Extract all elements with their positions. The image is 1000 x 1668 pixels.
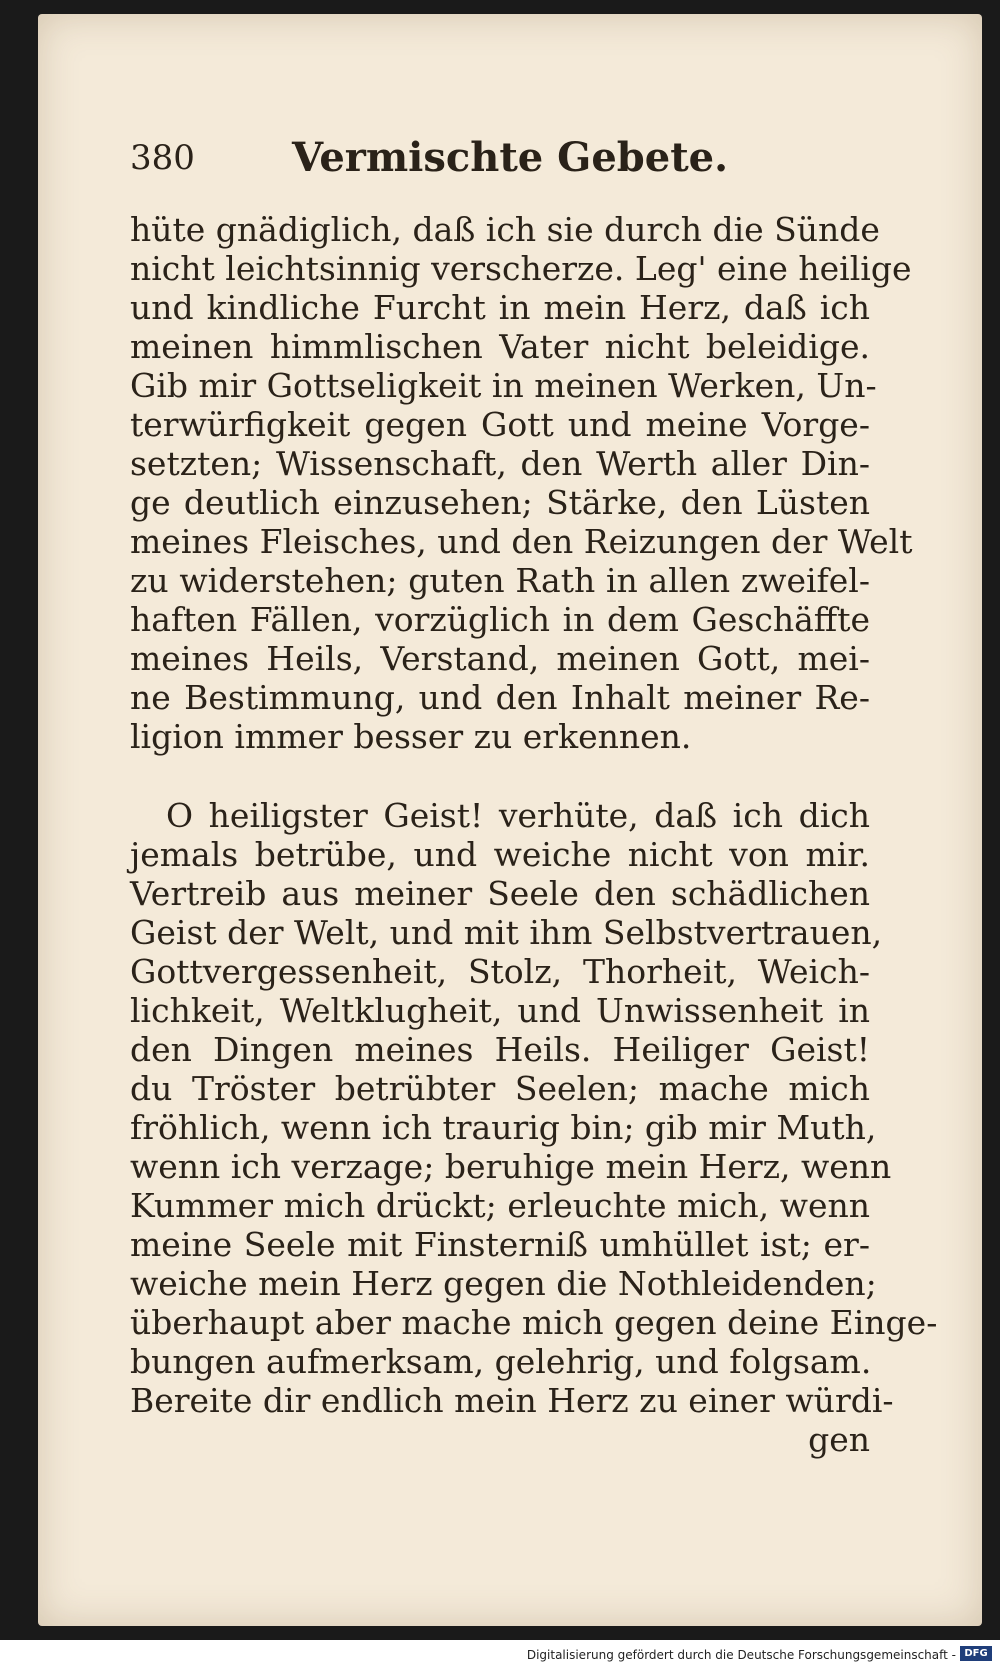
text-line: zu widerstehen; guten Rath in allen zweifel-: [130, 561, 870, 600]
body-text: [130, 210, 938, 1459]
dfg-logo-icon: DFG: [960, 1646, 992, 1661]
text-line: jemals betrübe, und weiche nicht von mir.: [130, 835, 870, 874]
text-line: Geist der Welt, und mit ihm Selbstvertrauen,: [130, 913, 883, 952]
text-line: Kummer mich drückt; erleuchte mich, wenn: [130, 1186, 870, 1225]
text-line: meine Seele mit Finsterniß umhüllet ist; er-: [130, 1225, 870, 1264]
text-line: Gottvergessenheit, Stolz, Thorheit, Weich-: [130, 952, 870, 991]
text-line: bungen aufmerksam, gelehrig, und folgsam.: [130, 1342, 872, 1381]
text-line: meines Heils, Verstand, meinen Gott, mei-: [130, 639, 870, 678]
text-line: haften Fällen, vorzüglich in dem Geschäffte: [130, 600, 870, 639]
text-line: ge deutlich einzusehen; Stärke, den Lüsten: [130, 483, 870, 522]
text-line: Bereite dir endlich mein Herz zu einer würdi-: [130, 1381, 894, 1420]
text-line: Gib mir Gottseligkeit in meinen Werken, Un-: [130, 366, 877, 405]
text-line: fröhlich, wenn ich traurig bin; gib mir Muth,: [130, 1108, 877, 1147]
text-line: den Dingen meines Heils. Heiliger Geist!: [130, 1030, 870, 1069]
page-number: 380: [130, 138, 195, 178]
text-line: terwürfigkeit gegen Gott und meine Vorge-: [130, 405, 870, 444]
text-line: ne Bestimmung, und den Inhalt meiner Re-: [130, 678, 870, 717]
text-line: überhaupt aber mache mich gegen deine Einge-: [130, 1303, 938, 1342]
paragraph-gap: [130, 756, 870, 796]
text-line: meinen himmlischen Vater nicht beleidige.: [130, 327, 870, 366]
text-line: hüte gnädiglich, daß ich sie durch die Sünde: [130, 210, 880, 249]
text-line: ligion immer besser zu erkennen.: [130, 717, 692, 756]
footer-bar: [0, 1640, 1000, 1668]
paragraph-2: [130, 796, 938, 1420]
text-line: nicht leichtsinnig verscherze. Leg' eine heilige: [130, 249, 912, 288]
text-line: meines Fleisches, und den Reizungen der Welt: [130, 522, 913, 561]
text-line: setzten; Wissenschaft, den Werth aller Din-: [130, 444, 870, 483]
running-title: Vermischte Gebete.: [291, 134, 729, 181]
text-line: wenn ich verzage; beruhige mein Herz, wenn: [130, 1147, 892, 1186]
catchword: gen: [808, 1420, 870, 1459]
text-line: Vertreib aus meiner Seele den schädlichen: [130, 874, 870, 913]
text-line: lichkeit, Weltklugheit, und Unwissenheit in: [130, 991, 870, 1030]
text-line: du Tröster betrübter Seelen; mache mich: [130, 1069, 870, 1108]
page-header: [130, 130, 890, 190]
paragraph-1: [130, 210, 913, 756]
funding-credit: Digitalisierung gefördert durch die Deutsche Forschungsgemeinschaft -: [526, 1648, 956, 1662]
text-line: weiche mein Herz gegen die Nothleidenden;: [130, 1264, 877, 1303]
text-line: O heiligster Geist! verhüte, daß ich dich: [166, 796, 870, 835]
text-line: und kindliche Furcht in mein Herz, daß ich: [130, 288, 870, 327]
